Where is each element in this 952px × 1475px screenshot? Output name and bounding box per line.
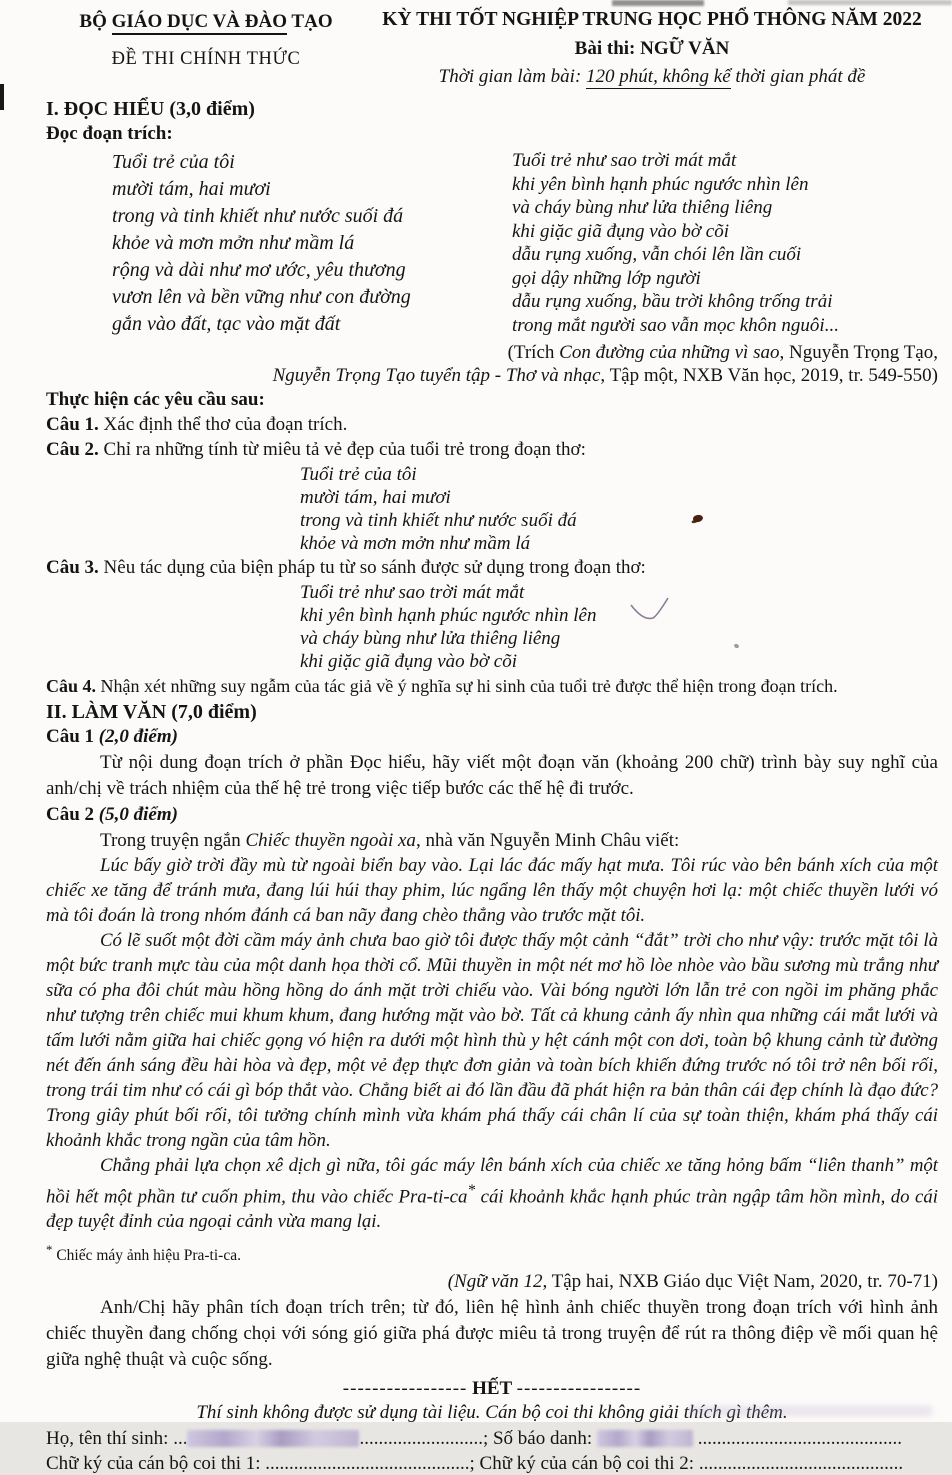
essay-q2-intro: Trong truyện ngắn Chiếc thuyền ngoài xa, nhà văn Nguyễn Minh Châu viết: [100,830,680,851]
poem-line: và cháy bùng như lửa thiêng liêng [512,197,773,218]
quote-line: mười tám, hai mươi [300,487,451,508]
poem-line: khi yên bình hạnh phúc ngước nhìn lên [512,173,809,195]
poem-excerpt [46,149,938,338]
poem-line: gọi dậy những lớp người [512,267,701,289]
quote-line: và cháy bùng như lửa thiêng liêng [300,628,561,649]
prose-passage-paragraph-3: Chẳng phải lựa chọn xê dịch gì nữa, tôi gác máy lên bánh xích của chiếc xe tăng hỏng bấm “liên thanh” một hồi hết một phần tư cuốn phim, thu vào chiếc Pra-ti-ca* cái khoảnh khắc hạnh phúc tràn ngập tâm hồn mình, do cái đẹp tuyệt đỉnh của ngoại cảnh vừa mang lại. [46,1155,938,1233]
registration-number-label: Số báo danh: [488,1428,597,1450]
dotted-fill: ........................................... [698,1453,904,1475]
poem-line: khỏe và mơn mởn như mầm lá [112,232,355,254]
quote-line: khi giặc giã đụng vào bờ cõi [300,651,517,672]
prose-passage-paragraph-2: Có lẽ suốt một đời cầm máy ảnh chưa bao giờ tôi được thấy một cảnh “đắt” trời cho như vậy: trước mặt tôi là một bức tranh mực tàu của một danh họa thời cổ. Mũi thuyền in một nét mơ hồ lòe nhòe vào bầu sương mù trắng như sữa có pha đôi chút màu hồng hồng do ánh mặt trời chiếu vào. Vài bóng người lớn lẫn trẻ con ngồi im phăng phắc như tượng trên chiếc mui khum khum, đang hướng mặt vào bờ. Tất cả khung cảnh ấy nhìn qua những cái mắt lưới và tấm lưới nằm giữa hai chiếc gọng vó hiện ra dưới một hình thù y hệt cánh một con dơi, toàn bộ khung cảnh từ đường nét đến ánh sáng đều hài hòa và đẹp, một vẻ đẹp thực đơn giản và toàn bích khiến đứng trước nó tôi trở nên bối rối, trong trái tim như có cái gì bóp thắt vào. Chẳng biết ai đó lần đầu đã phát hiện ra bản thân cái đẹp chính là đạo đức? Trong giây phút bối rối, tôi tưởng chính mình vừa khám phá thấy cái chân lí của sự toàn thiện, khám phá thấy cái khoảnh khắc trong ngần của tâm hồn. [46,930,938,1151]
dotted-fill: ...........................................; [265,1453,475,1475]
subject-line: Bài thi: NGỮ VĂN [574,38,730,59]
prose-passage-paragraph-1: Lúc bấy giờ trời đầy mù từ ngoài biển bay vào. Lại lác đác mấy hạt mưa. Tôi rúc vào bên bánh xích của một chiếc xe tăng để tránh mưa, đang lúi húi thay phim, lúc ngẩng lên thấy một chuyện hơi lạ: một chiếc thuyền lưới vó mà tôi đoán là trong nhóm đánh cá ban nãy đang chèo thẳng vào trước mặt tôi. [46,855,938,926]
section-2-title: II. LÀM VĂN (7,0 điểm) [46,701,257,723]
candidate-info-line [46,1427,938,1450]
essay-q1-heading: Câu 1 (2,0 điểm) [46,726,178,747]
question-4: Câu 4. Nhận xét những suy ngẫm của tác giả về ý nghĩa sự hi sinh của tuổi trẻ được thể hiện trong đoạn trích. [46,676,838,696]
poem-line: trong mắt người sao vẫn mọc khôn nguôi... [512,314,839,336]
poem-citation [46,341,938,387]
quote-line: khỏe và mơn mởn như mầm lá [300,533,531,554]
poem-line: mười tám, hai mươi [112,178,271,200]
proctor-1-label: Chữ ký của cán bộ coi thi 1: [46,1453,266,1475]
question-1: Câu 1. Xác định thể thơ của đoạn trích. [46,414,348,435]
citation-line-1: (Trích Con đường của những vì sao, Nguyễn Trọng Tạo, [507,342,938,363]
poem-line: gắn vào đất, tạc vào mặt đất [112,313,341,335]
poem-line: Tuổi trẻ của tôi [112,151,235,173]
quote-line: trong và tinh khiết như nước suối đá [300,510,577,531]
essay-q2-task: Anh/Chị hãy phân tích đoạn trích trên; từ đó, liên hệ hình ảnh chiếc thuyền trong đoạn trích với hình ảnh chiếc thuyền đang chống chọi với sóng gió giữa phá được miêu tả trong truyện để rút ra thông điệp về mối quan hệ giữa nghệ thuật và cuộc sống. [46,1297,938,1371]
redaction-candidate-name [187,1430,359,1447]
poem-line: khi giặc giã đụng vào bờ cõi [512,220,729,242]
prose-citation: (Ngữ văn 12, Tập hai, NXB Giáo dục Việt Nam, 2020, tr. 70-71) [447,1271,938,1293]
essay-q1-prompt: Từ nội dung đoạn trích ở phần Đọc hiểu, hãy viết một đoạn văn (khoảng 200 chữ) trình bày suy nghĩ của anh/chị về trách nhiệm của thế hệ trẻ trong việc tiếp bước các thế hệ đi trước. [46,752,938,799]
citation-line-2: Nguyễn Trọng Tạo tuyển tập - Thơ và nhạc, Tập một, NXB Văn học, 2019, tr. 549-550) [272,365,938,386]
poem-line: trong và tinh khiết như nước suối đá [112,205,404,227]
official-exam-label: ĐỀ THI CHÍNH THỨC [111,49,301,69]
poem-column-left [112,149,512,338]
scan-smudge-bottom [688,1406,932,1416]
scan-smudge-top-1 [612,0,704,6]
poem-line: dẫu rụng xuống, bầu trời không trống trải [512,291,833,312]
pen-checkmark [628,592,678,628]
reading-intro: Đọc đoạn trích: [46,123,173,144]
scan-smudge-top-2 [788,0,952,5]
tasks-intro: Thực hiện các yêu cầu sau: [46,389,265,410]
proctor-signature-line [46,1452,938,1475]
section-1-title: I. ĐỌC HIỂU (3,0 điểm) [46,98,255,120]
poem-line: dẫu rụng xuống, vẫn chói lên lần cuối [512,244,802,265]
footnote: * Chiếc máy ảnh hiệu Pra-ti-ca. [46,1242,241,1265]
question-3-quote [300,581,938,673]
question-2-quote [300,463,938,555]
proctor-2-label: Chữ ký của cán bộ coi thi 2: [474,1453,699,1475]
exam-header [46,8,938,89]
ministry-name: BỘ GIÁO DỤC VÀ ĐÀO TẠO [46,10,366,34]
time-limit-line: Thời gian làm bài: 120 phút, không kể thời gian phát đề [438,66,866,87]
poem-line: vươn lên và bền vững như con đường [112,286,411,308]
exam-rules-note: Thí sinh không được sử dụng tài liệu. Cán bộ coi thi không giải thích gì thêm. [196,1402,788,1424]
scan-edge-mark [0,84,4,110]
footnote-marker: * [467,1182,476,1199]
essay-q2-heading: Câu 2 (5,0 điểm) [46,804,178,825]
poem-line: rộng và dài như mơ ước, yêu thương [112,259,406,281]
candidate-name-label: Họ, tên thí sinh: ... [46,1428,188,1450]
quote-line: Tuổi trẻ của tôi [300,464,417,485]
quote-line: Tuổi trẻ như sao trời mát mắt [300,582,525,603]
quote-line: khi yên bình hạnh phúc ngước nhìn lên [300,605,597,626]
exam-title: KỲ THI TỐT NGHIỆP TRUNG HỌC PHỔ THÔNG NĂM 2022 [382,9,922,30]
dotted-fill: ........................................... [692,1428,902,1450]
dotted-fill: ..........................; [359,1428,489,1450]
end-marker: ----------------- HẾT ----------------- [342,1378,642,1400]
redaction-registration-number [597,1430,693,1447]
poem-column-right [512,149,839,338]
question-3: Câu 3. Nêu tác dụng của biện pháp tu từ so sánh được sử dụng trong đoạn thơ: [46,557,646,578]
poem-line: Tuổi trẻ như sao trời mát mắt [512,150,737,171]
question-2: Câu 2. Chỉ ra những tính từ miêu tả vẻ đẹp của tuổi trẻ trong đoạn thơ: [46,439,586,460]
